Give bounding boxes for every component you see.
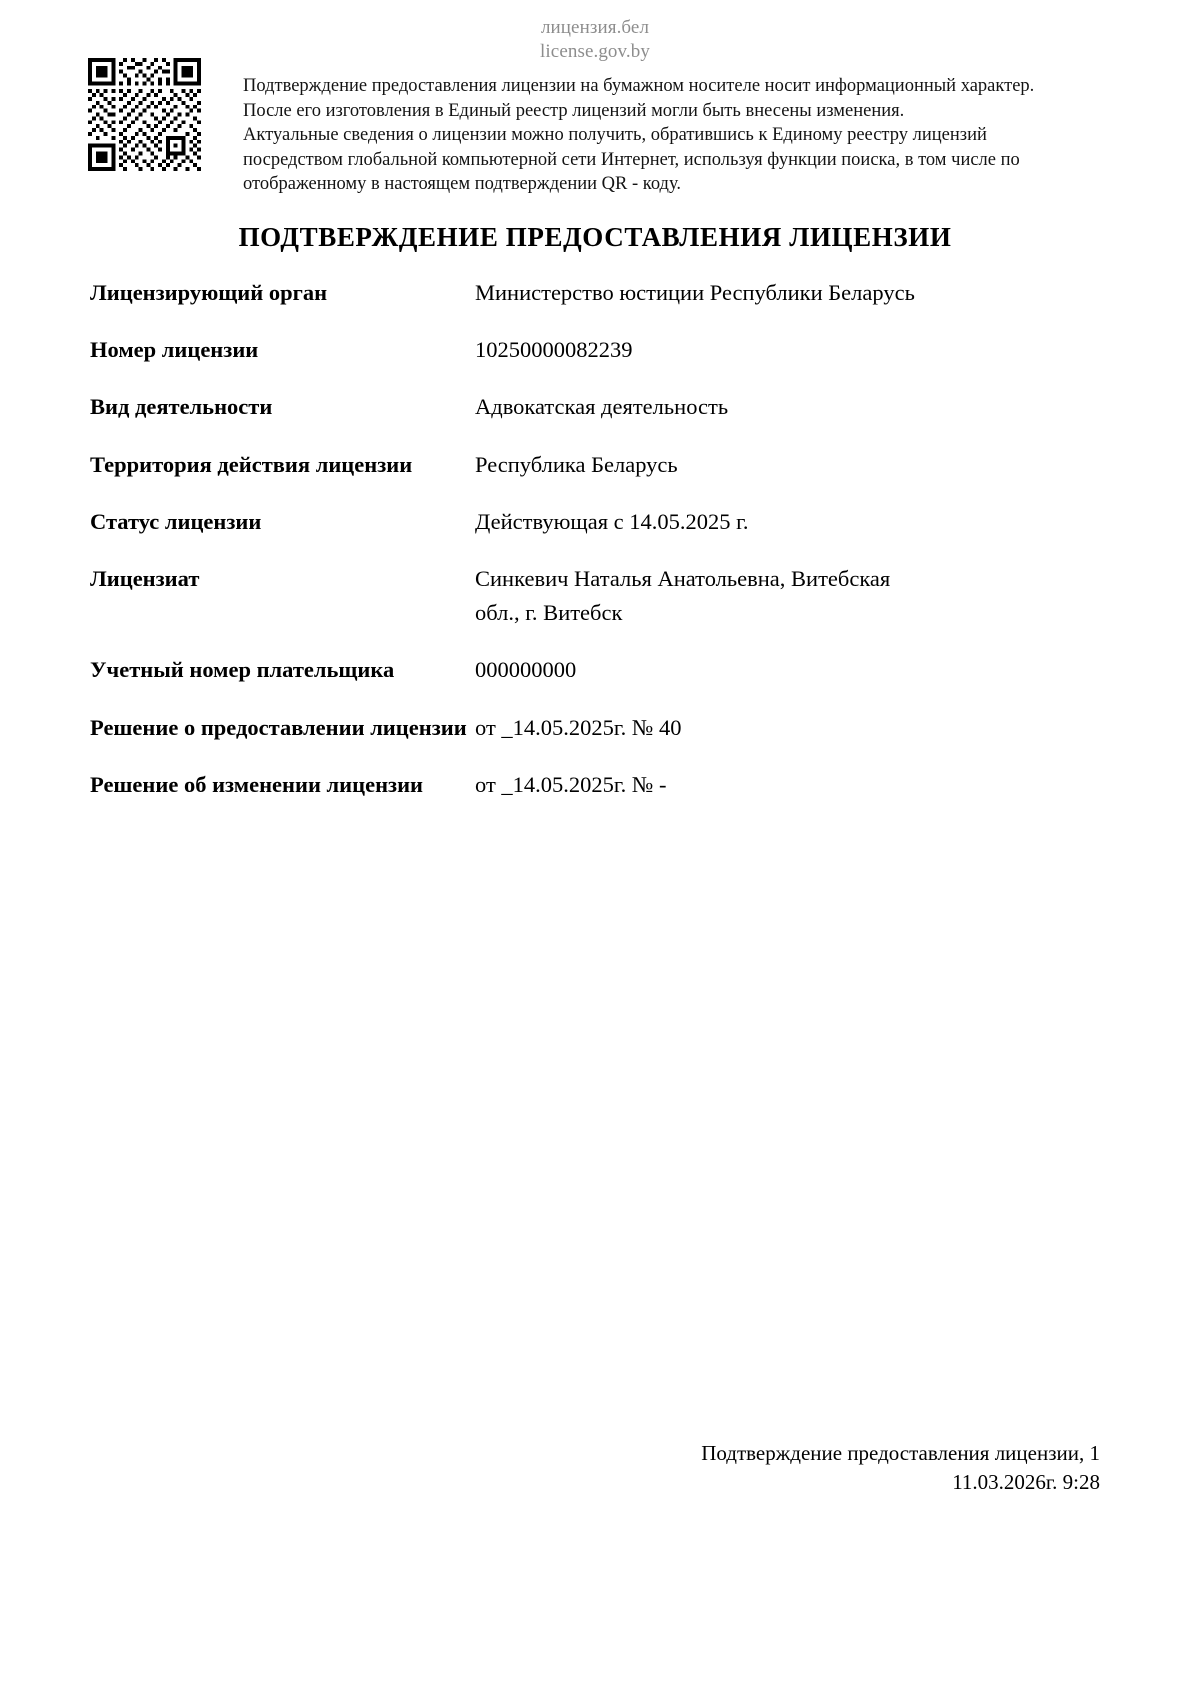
field-label	[90, 711, 475, 745]
field-value-line: Адвокатская деятельность	[475, 394, 729, 420]
field-value-line: Республика Беларусь	[475, 451, 678, 477]
field-row-license-status	[90, 505, 1100, 539]
notice-line-1: Подтверждение предоставления лицензии на бумажном носителе носит информационный характер.	[243, 76, 1035, 96]
page-footer	[701, 1439, 1100, 1496]
field-value-line: Действующая с 14.05.2025 г.	[475, 508, 749, 534]
field-value-line: обл., г. Витебск	[475, 600, 623, 626]
watermark-domain-cyrillic: лицензия.бел	[540, 17, 650, 38]
field-value-line: 000000000	[475, 657, 577, 683]
field-row-amendment-decision	[90, 768, 1100, 802]
field-label: Статус лицензии	[90, 508, 262, 534]
field-row-licensee	[90, 562, 1100, 630]
field-row-territory	[90, 448, 1100, 482]
informational-notice	[243, 74, 1055, 197]
field-value	[475, 333, 1100, 367]
field-label-line: лицензии	[370, 714, 467, 740]
field-value	[475, 562, 1100, 630]
field-row-licensing-authority	[90, 276, 1100, 310]
page-title: ПОДТВЕРЖДЕНИЕ ПРЕДОСТАВЛЕНИЯ ЛИЦЕНЗИИ	[238, 222, 952, 252]
field-label: Лицензирующий орган	[90, 280, 328, 305]
field-value	[475, 448, 1100, 482]
field-value	[475, 390, 1100, 424]
footer-document-name: Подтверждение предоставления лицензии, 1	[701, 1441, 1100, 1466]
qr-code-icon	[88, 58, 201, 171]
field-value-line: от _14.05.2025г. № -	[475, 771, 667, 797]
field-value-line: от _14.05.2025г. № 40	[475, 714, 682, 740]
field-value-line: Синкевич Наталья Анатольевна, Витебская	[475, 565, 891, 591]
field-label: Территория действия лицензии	[90, 451, 413, 477]
field-value	[475, 653, 1100, 687]
field-value-line: 10250000082239	[475, 337, 633, 363]
field-value	[475, 505, 1100, 539]
field-label-line: Решение об изменении	[90, 771, 321, 797]
field-label: Учетный номер плательщика	[90, 657, 395, 683]
field-value	[475, 276, 1100, 310]
watermark-domain-latin: license.gov.by	[540, 41, 650, 63]
field-row-license-number	[90, 333, 1100, 367]
field-row-payer-number	[90, 653, 1100, 687]
field-label: Лицензиат	[90, 565, 200, 591]
notice-line-3: Актуальные сведения о лицензии можно получить, обратившись к Единому реестру лицензий	[243, 125, 987, 146]
qr-code-svg	[88, 58, 201, 171]
field-value	[475, 711, 1100, 745]
field-value-line: Министерство юстиции Республики Беларусь	[475, 280, 915, 305]
field-row-grant-decision	[90, 711, 1100, 745]
footer-printed-at: 11.03.2026г. 9:28	[952, 1469, 1100, 1494]
notice-line-5: отображенному в настоящем подтверждении QR - коду.	[243, 174, 681, 195]
field-row-activity-type	[90, 390, 1100, 424]
field-value	[475, 768, 1100, 802]
field-label-line: Решение о предоставлении	[90, 714, 365, 740]
notice-line-2: После его изготовления в Единый реестр лицензий могли быть внесены изменения.	[243, 100, 905, 121]
field-label: Вид деятельности	[90, 394, 273, 420]
notice-line-4: посредством глобальной компьютерной сети Интернет, используя функции поиска, в том числе по	[243, 149, 1020, 170]
field-label: Номер лицензии	[90, 337, 259, 363]
field-label-line: лицензии	[326, 771, 424, 797]
field-label	[90, 768, 475, 802]
license-details-list	[90, 276, 1100, 825]
